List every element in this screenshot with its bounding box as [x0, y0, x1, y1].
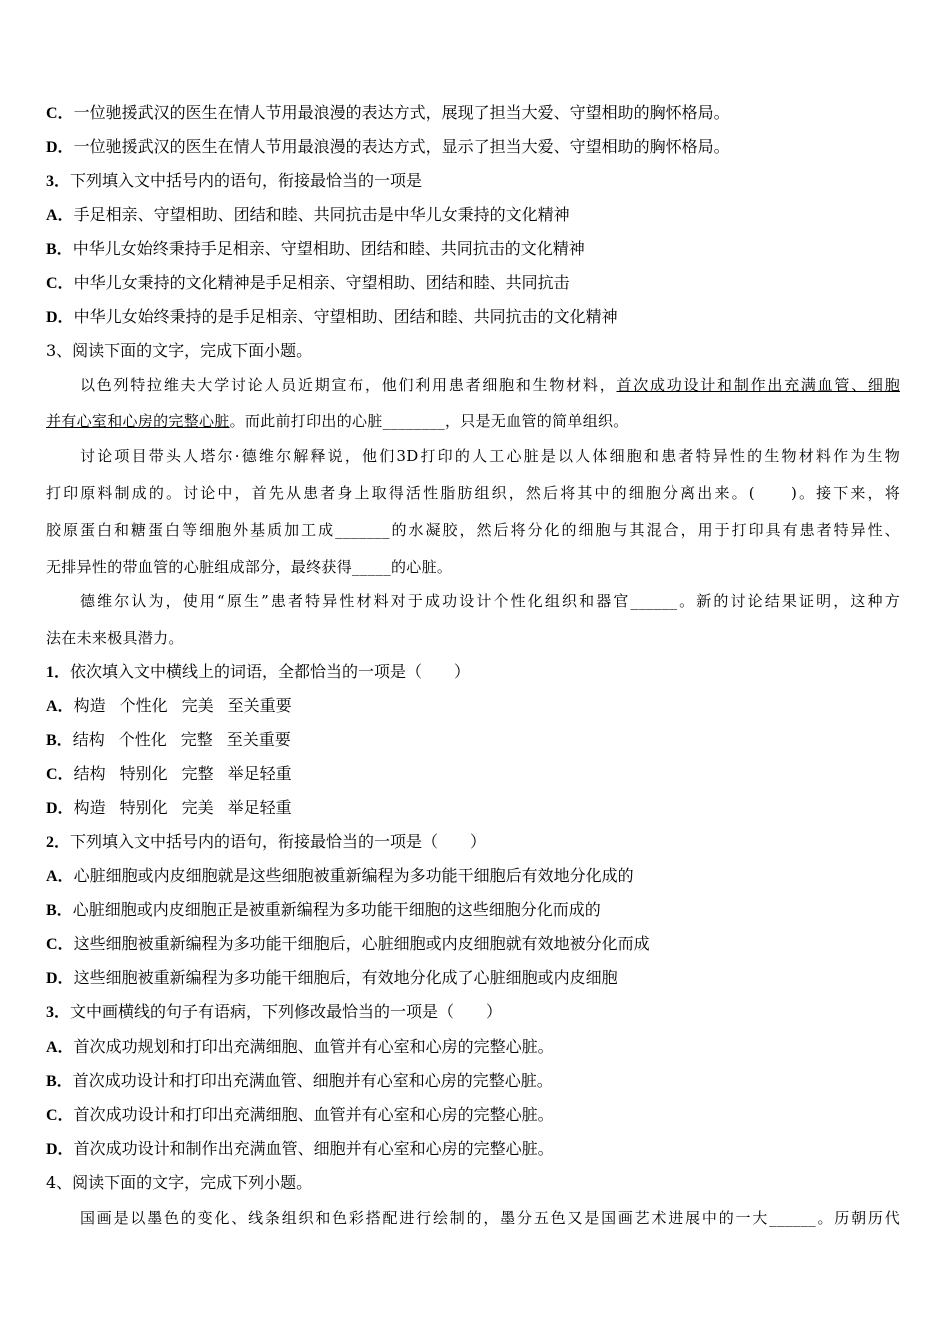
option-b-line: [46, 1071, 900, 1092]
passage-text: 胶原蛋白和糖蛋白等细胞外基质加工成_______的水凝胶，然后将分化的细胞与其混合，用于打印具有患者特异性、: [46, 521, 900, 539]
option-label: B．: [46, 1073, 73, 1090]
option-label: C．: [46, 275, 74, 292]
option-word: 完美: [181, 798, 214, 817]
question-text: 依次填入文中横线上的词语，全都恰当的一项是（ ）: [70, 662, 471, 681]
option-word: 完整: [180, 730, 213, 749]
option-d-line: [46, 968, 900, 989]
option-a-line: [46, 866, 900, 887]
option-label: A．: [46, 1039, 74, 1056]
section-heading-text: 3、阅读下面的文字，完成下面小题。: [46, 341, 313, 360]
option-text: 首次成功设计和制作出充满血管、细胞并有心室和心房的完整心脏。: [73, 1139, 554, 1158]
passage-text: 无排异性的带血管的心脏组成部分，最终获得_____的心脏。: [46, 558, 453, 576]
option-label: D．: [46, 970, 74, 987]
passage-line: [46, 557, 900, 577]
option-d-line: [46, 307, 900, 328]
option-text: 一位驰援武汉的医生在情人节用最浪漫的表达方式，展现了担当大爱、守望相助的胸怀格局。: [73, 103, 730, 122]
passage-line: [46, 483, 900, 503]
passage-text: 法在未来极具潜力。: [46, 629, 184, 647]
option-text: 心脏细胞或内皮细胞正是被重新编程为多功能干细胞的这些细胞分化而成的: [72, 900, 601, 919]
option-word: 举足轻重: [227, 798, 292, 817]
option-text: 心脏细胞或内皮细胞就是这些细胞被重新编程为多功能干细胞后有效地分化成的: [73, 866, 634, 885]
question-line: [46, 832, 900, 853]
option-b-line: [46, 900, 900, 921]
option-word: 特别化: [119, 798, 168, 817]
option-word: 个性化: [119, 696, 168, 715]
question-line: [46, 171, 900, 192]
option-label: C．: [46, 1107, 74, 1124]
option-label: C．: [46, 105, 74, 122]
section-heading-text: 4、阅读下面的文字，完成下列小题。: [46, 1173, 313, 1192]
passage-line: [46, 628, 900, 648]
underlined-sentence: 首次成功设计和制作出充满血管、细胞: [616, 376, 900, 394]
option-label: A．: [46, 868, 74, 885]
underlined-sentence: 并有心室和心房的完整心脏: [46, 412, 230, 430]
option-d-line: [46, 1139, 900, 1160]
option-c-line: [46, 1105, 900, 1126]
option-text: 首次成功设计和打印出充满细胞、血管并有心室和心房的完整心脏。: [73, 1105, 554, 1124]
passage-text: 。而此前打印出的心脏________，只是无血管的简单组织。: [229, 412, 629, 430]
passage-line: [80, 1208, 900, 1228]
question-line: [46, 1002, 900, 1023]
section-heading: [46, 1173, 900, 1193]
option-label: B．: [46, 732, 73, 749]
option-c-line: [46, 273, 900, 294]
option-b-line: [46, 239, 900, 260]
option-text: 中华儿女秉持的文化精神是手足相亲、守望相助、团结和睦、共同抗击: [73, 273, 570, 292]
option-a-line: [46, 1037, 900, 1058]
question-text: 下列填入文中括号内的语句，衔接最恰当的一项是: [70, 171, 423, 190]
passage-line: [80, 446, 900, 466]
option-word: 结构: [72, 730, 105, 749]
option-text: 首次成功设计和打印出充满血管、细胞并有心室和心房的完整心脏。: [72, 1071, 553, 1090]
question-text: 下列填入文中括号内的语句，衔接最恰当的一项是（ ）: [70, 832, 487, 851]
option-text: 手足相亲、守望相助、团结和睦、共同抗击是中华儿女秉持的文化精神: [73, 205, 570, 224]
option-label: D．: [46, 139, 74, 156]
option-text: 中华儿女始终秉持的是手足相亲、守望相助、团结和睦、共同抗击的文化精神: [73, 307, 618, 326]
question-number: 3．: [46, 1004, 71, 1021]
question-number: 2．: [46, 834, 71, 851]
option-word: 至关重要: [227, 696, 292, 715]
option-c-line: [46, 764, 900, 785]
question-text: 文中画横线的句子有语病，下列修改最恰当的一项是（ ）: [70, 1002, 503, 1021]
passage-line: [46, 520, 900, 540]
passage-text: 打印原料制成的。讨论中，首先从患者身上取得活性脂肪组织，然后将其中的细胞分离出来。( )。接下来，将: [46, 484, 900, 502]
passage-text: 德维尔认为，使用“原生”患者特异性材料对于成功设计个性化组织和器官______。新的讨论结果证明，这种方: [80, 592, 900, 610]
option-a-line: [46, 696, 900, 717]
option-word: 结构: [73, 764, 106, 783]
option-word: 构造: [73, 696, 106, 715]
question-number: 3．: [46, 173, 71, 190]
option-d-line: [46, 798, 900, 819]
option-word: 个性化: [118, 730, 167, 749]
option-word: 构造: [73, 798, 106, 817]
option-text: 这些细胞被重新编程为多功能干细胞后，心脏细胞或内皮细胞就有效地被分化而成: [73, 934, 650, 953]
passage-text: 国画是以墨色的变化、线条组织和色彩搭配进行绘制的，墨分五色又是国画艺术进展中的一大______。历朝历代: [80, 1209, 900, 1227]
option-a-line: [46, 205, 900, 226]
passage-line: [80, 375, 900, 395]
option-label: C．: [46, 936, 74, 953]
option-label: D．: [46, 309, 74, 326]
option-c-line: [46, 934, 900, 955]
option-label: A．: [46, 698, 74, 715]
option-word: 完整: [181, 764, 214, 783]
question-line: [46, 662, 900, 683]
passage-text: 以色列特拉维夫大学讨论人员近期宣布，他们利用患者细胞和生物材料，: [80, 376, 617, 394]
option-label: D．: [46, 800, 74, 817]
passage-line: [80, 591, 900, 611]
option-d-line: [46, 137, 900, 158]
option-label: B．: [46, 902, 73, 919]
option-text: 中华儿女始终秉持手足相亲、守望相助、团结和睦、共同抗击的文化精神: [72, 239, 585, 258]
option-label: D．: [46, 1141, 74, 1158]
option-text: 这些细胞被重新编程为多功能干细胞后，有效地分化成了心脏细胞或内皮细胞: [73, 968, 618, 987]
passage-line: [46, 411, 900, 431]
section-heading: [46, 341, 900, 361]
question-number: 1．: [46, 664, 71, 681]
option-word: 举足轻重: [227, 764, 292, 783]
option-b-line: [46, 730, 900, 751]
option-c-line: [46, 103, 900, 124]
passage-text: 讨论项目带头人塔尔·德维尔解释说，他们3D打印的人工心脏是以人体细胞和患者特异性的生物材料作为生物: [80, 447, 900, 465]
option-text: 首次成功规划和打印出充满细胞、血管并有心室和心房的完整心脏。: [73, 1037, 554, 1056]
option-word: 完美: [181, 696, 214, 715]
option-label: C．: [46, 766, 74, 783]
option-label: A．: [46, 207, 74, 224]
option-text: 一位驰援武汉的医生在情人节用最浪漫的表达方式，显示了担当大爱、守望相助的胸怀格局。: [73, 137, 730, 156]
option-word: 特别化: [119, 764, 168, 783]
option-word: 至关重要: [226, 730, 291, 749]
option-label: B．: [46, 241, 73, 258]
